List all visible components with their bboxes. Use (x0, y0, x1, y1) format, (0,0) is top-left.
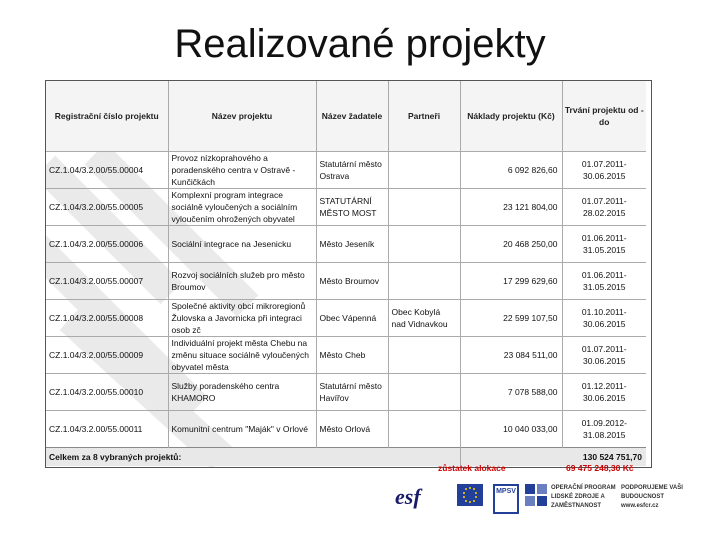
header-reg-number: Registrační číslo projektu (46, 81, 168, 152)
cell-dates: 01.07.2011-28.02.2015 (562, 189, 646, 226)
support-slogan-text: PODPORUJEME VAŠI BUDOUCNOST www.esfcr.cz (621, 485, 683, 509)
cell-dates: 01.06.2011-31.05.2015 (562, 226, 646, 263)
cell-partners: Obec Kobylá nad Vidnavkou (388, 300, 460, 337)
cell-partners (388, 189, 460, 226)
mpsv-logo: MPSV (493, 484, 519, 514)
table-header-row (46, 81, 646, 152)
remaining-allocation-label: zůstatek alokace (438, 463, 506, 473)
cell-cost: 17 299 629,60 (460, 263, 562, 300)
cell-partners (388, 152, 460, 189)
cell-name: Sociální integrace na Jesenicku (168, 226, 316, 263)
table-row (46, 226, 646, 263)
cell-cost: 6 092 826,60 (460, 152, 562, 189)
cell-applicant: Město Orlová (316, 411, 388, 448)
total-value: 130 524 751,70 (460, 448, 646, 467)
cell-partners (388, 226, 460, 263)
table-row (46, 300, 646, 337)
cell-cost: 20 468 250,00 (460, 226, 562, 263)
cell-applicant: STATUTÁRNÍ MĚSTO MOST (316, 189, 388, 226)
cell-name: Komunitní centrum "Maják" v Orlové (168, 411, 316, 448)
cell-reg: CZ.1.04/3.2.00/55.00010 (46, 374, 168, 411)
cell-name: Individuální projekt města Chebu na změnu situace sociálně vyloučených obyvatel města (168, 337, 316, 374)
eu-flag-icon (457, 484, 483, 506)
op-program-text: OPERAČNÍ PROGRAM LIDSKÉ ZDROJE A ZAMĚSTNANOST (551, 485, 616, 509)
table-row (46, 263, 646, 300)
cell-partners (388, 263, 460, 300)
projects-table (46, 81, 646, 466)
op-program-icon (525, 484, 547, 508)
cell-reg: CZ.1.04/3.2.00/55.00004 (46, 152, 168, 189)
header-partners: Partneři (388, 81, 460, 152)
header-cost: Náklady projektu (Kč) (460, 81, 562, 152)
cell-dates: 01.10.2011-30.06.2015 (562, 300, 646, 337)
cell-dates: 01.07.2011-30.06.2015 (562, 152, 646, 189)
logo-strip (395, 478, 695, 528)
table-row (46, 189, 646, 226)
esf-logo (395, 484, 455, 514)
cell-cost: 7 078 588,00 (460, 374, 562, 411)
table-row (46, 411, 646, 448)
cell-reg: CZ.1.04/3.2.00/55.00009 (46, 337, 168, 374)
cell-reg: CZ.1.04/3.2.00/55.00008 (46, 300, 168, 337)
remaining-allocation-value: 69 475 248,30 Kč (566, 463, 634, 473)
cell-applicant: Obec Vápenná (316, 300, 388, 337)
slide-title: Realizované projekty (174, 22, 546, 66)
header-duration: Trvání projektu od - do (562, 81, 646, 152)
cell-applicant: Statutární město Havířov (316, 374, 388, 411)
cell-cost: 10 040 033,00 (460, 411, 562, 448)
cell-partners (388, 411, 460, 448)
cell-name: Komplexní program integrace sociálně vyloučených a sociálním vyloučením ohrožených obyvatel (168, 189, 316, 226)
cell-name: Společné aktivity obcí mikroregionů Žulovska a Javornicka při integraci osob zč (168, 300, 316, 337)
cell-applicant: Město Jeseník (316, 226, 388, 263)
table-row (46, 152, 646, 189)
cell-dates: 01.07.2011-30.06.2015 (562, 337, 646, 374)
cell-dates: 01.12.2011-30.06.2015 (562, 374, 646, 411)
total-label: Celkem za 8 vybraných projektů: (46, 448, 460, 467)
header-project-name: Název projektu (168, 81, 316, 152)
cell-name: Rozvoj sociálních služeb pro město Broumov (168, 263, 316, 300)
cell-reg: CZ.1.04/3.2.00/55.00005 (46, 189, 168, 226)
cell-reg: CZ.1.04/3.2.00/55.00011 (46, 411, 168, 448)
cell-applicant: Město Broumov (316, 263, 388, 300)
cell-partners (388, 337, 460, 374)
cell-applicant: Město Cheb (316, 337, 388, 374)
cell-name: Služby poradenského centra KHAMORO (168, 374, 316, 411)
cell-reg: CZ.1.04/3.2.00/55.00007 (46, 263, 168, 300)
total-row (46, 448, 646, 467)
cell-partners (388, 374, 460, 411)
esf-logo-text: esf (395, 484, 421, 509)
cell-reg: CZ.1.04/3.2.00/55.00006 (46, 226, 168, 263)
table-row (46, 337, 646, 374)
cell-dates: 01.06.2011-31.05.2015 (562, 263, 646, 300)
header-applicant: Název žadatele (316, 81, 388, 152)
cell-cost: 22 599 107,50 (460, 300, 562, 337)
projects-table-frame (45, 80, 652, 468)
table-row (46, 374, 646, 411)
cell-cost: 23 084 511,00 (460, 337, 562, 374)
cell-applicant: Statutární město Ostrava (316, 152, 388, 189)
cell-dates: 01.09.2012-31.08.2015 (562, 411, 646, 448)
cell-cost: 23 121 804,00 (460, 189, 562, 226)
cell-name: Provoz nízkoprahového a poradenského centra v Ostravě - Kunčičkách (168, 152, 316, 189)
